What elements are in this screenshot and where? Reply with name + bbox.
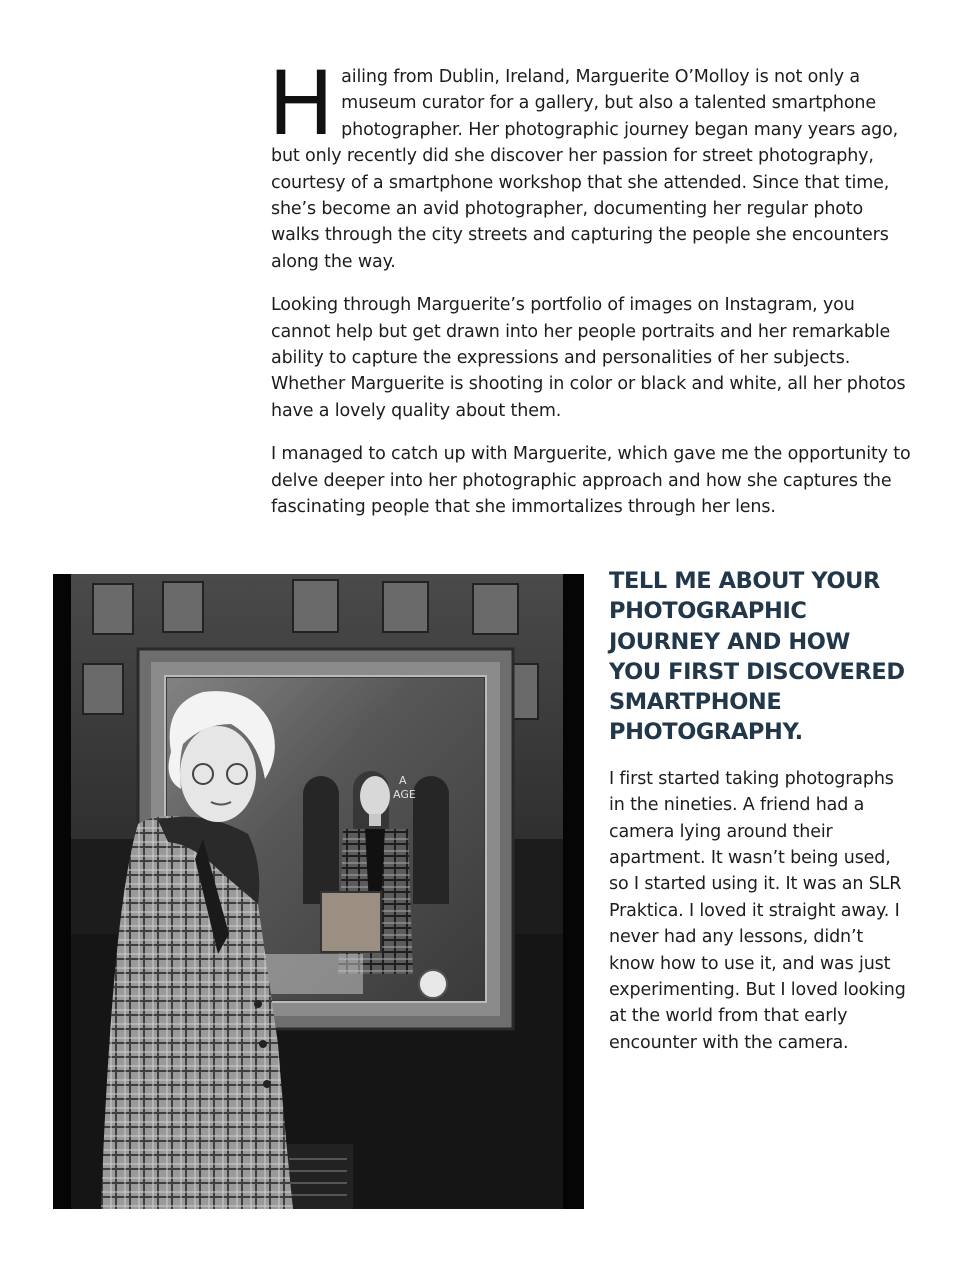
window-sign-line1: A [399, 774, 407, 787]
interview-column [609, 566, 909, 1056]
intro-paragraph-1 [268, 52, 911, 275]
window-sign-line2: AGE [393, 788, 416, 801]
interview-answer: I first started taking photographs in the nineties. A friend had a camera lying around their apartment. It wasn’t being used, so I started using it. It was an SLR Praktica. I loved it straight away. I never had any lessons, didn’t know how to use it, and was just experimenting. But I loved looking at the world from that early encounter with the camera. [609, 768, 906, 1053]
interview-question-heading: TELL ME ABOUT YOUR PHOTOGRAPHIC JOURNEY AND HOW YOU FIRST DISCOVERED SMARTPHONE PHOTOGRAPHY. [609, 568, 905, 746]
article-intro [268, 52, 911, 538]
drop-cap: H [268, 52, 333, 155]
intro-paragraph-1-text: ailing from Dublin, Ireland, Marguerite O’Molloy is not only a museum curator for a gallery, but also a talented smartphone photographer. Her photographic journey began many years ago, but only recently did she discover her passion for street photography, courtesy of a smartphone workshop that she attended. Since that time, she’s become an avid photographer, documenting her regular photo walks through the city streets and capturing the people she encounters along the way. [271, 67, 899, 272]
street-portrait-photo [53, 574, 584, 1209]
intro-paragraph-2: Looking through Marguerite’s portfolio of images on Instagram, you cannot help but get drawn into her people portraits and her remarkable ability to capture the expressions and personalities of her subjects. Whether Marguerite is shooting in color or black and white, all her photos have a lovely quality about them. [271, 295, 906, 421]
intro-paragraph-3: I managed to catch up with Marguerite, which gave me the opportunity to delve deeper into her photographic approach and how she captures the fascinating people that she immortalizes through her lens. [271, 444, 911, 518]
